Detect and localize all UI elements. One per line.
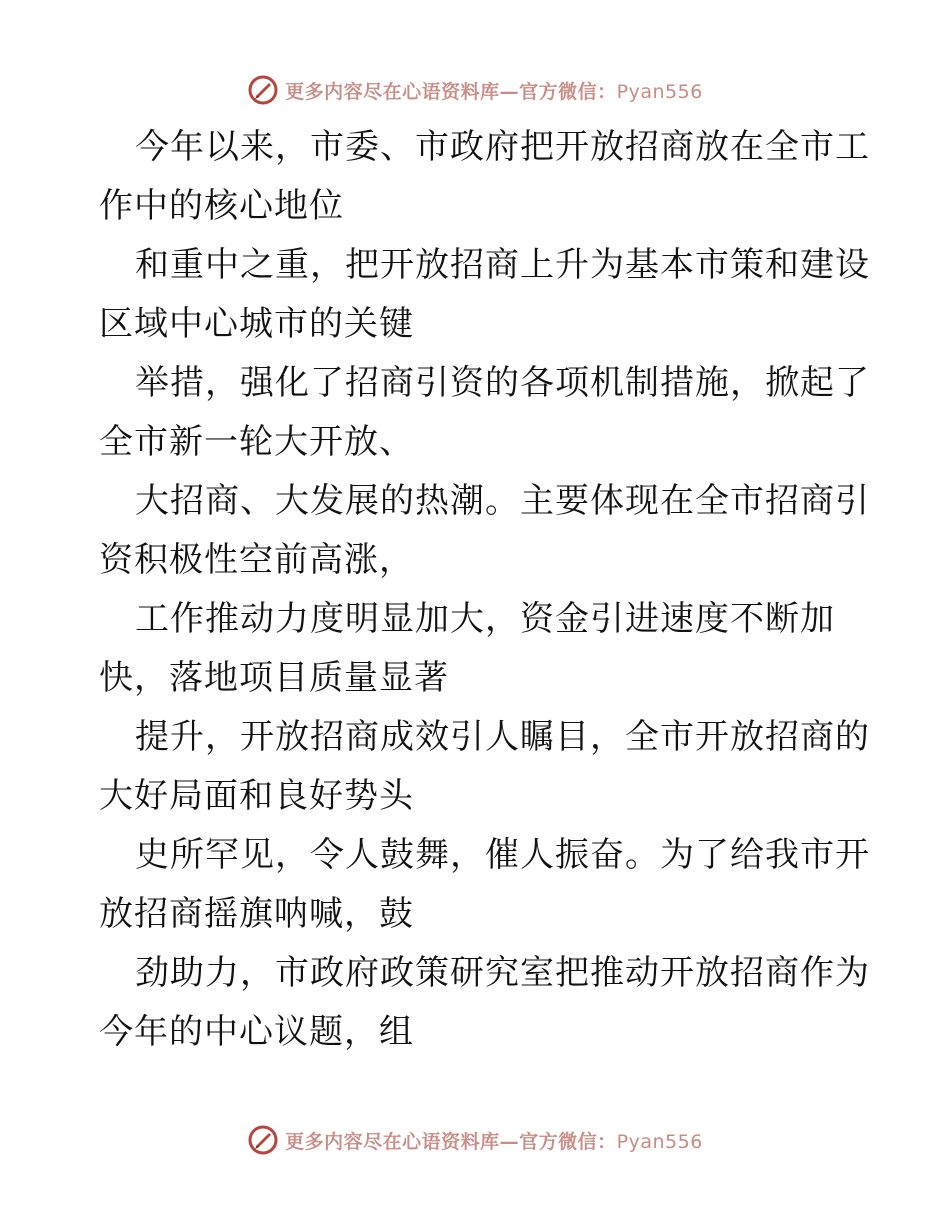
paragraph-line: 区域中心城市的关键 (99, 304, 414, 344)
quill-logo-icon (247, 74, 279, 106)
paragraph (99, 708, 870, 826)
paragraph-line: 史所罕见，令人鼓舞，催人振奋。为了给我市开 (135, 835, 870, 875)
paragraph-line: 作中的核心地位 (99, 186, 344, 226)
document-body (99, 118, 870, 1062)
watermark-text: 更多内容尽在心语资料库—官方微信：Pyan556 (285, 80, 703, 103)
footer-watermark (0, 1120, 950, 1160)
quill-logo-icon (247, 1124, 279, 1156)
paragraph-line: 今年的中心议题，组 (99, 1012, 414, 1052)
paragraph-line: 大好局面和良好势头 (99, 776, 414, 816)
paragraph-line: 和重中之重，把开放招商上升为基本市策和建设 (135, 245, 870, 285)
paragraph (99, 118, 870, 236)
paragraph-line: 今年以来，市委、市政府把开放招商放在全市工 (135, 127, 870, 167)
paragraph-line: 放招商摇旗呐喊，鼓 (99, 894, 414, 934)
paragraph-line: 资积极性空前高涨， (99, 540, 414, 580)
watermark-text: 更多内容尽在心语资料库—官方微信：Pyan556 (285, 1130, 703, 1153)
paragraph (99, 236, 870, 354)
paragraph (99, 472, 870, 590)
paragraph-line: 快，落地项目质量显著 (99, 658, 449, 698)
header-watermark (0, 70, 950, 110)
paragraph-line: 提升，开放招商成效引人瞩目，全市开放招商的 (135, 717, 870, 757)
paragraph-line: 大招商、大发展的热潮。主要体现在全市招商引 (135, 481, 870, 521)
paragraph-line: 举措，强化了招商引资的各项机制措施，掀起了 (135, 363, 870, 403)
paragraph-line: 工作推动力度明显加大，资金引进速度不断加 (135, 599, 835, 639)
paragraph-line: 全市新一轮大开放、 (99, 422, 414, 462)
paragraph (99, 944, 870, 1062)
paragraph-line: 劲助力，市政府政策研究室把推动开放招商作为 (135, 953, 870, 993)
paragraph (99, 590, 859, 708)
paragraph (99, 354, 870, 472)
paragraph (99, 826, 870, 944)
